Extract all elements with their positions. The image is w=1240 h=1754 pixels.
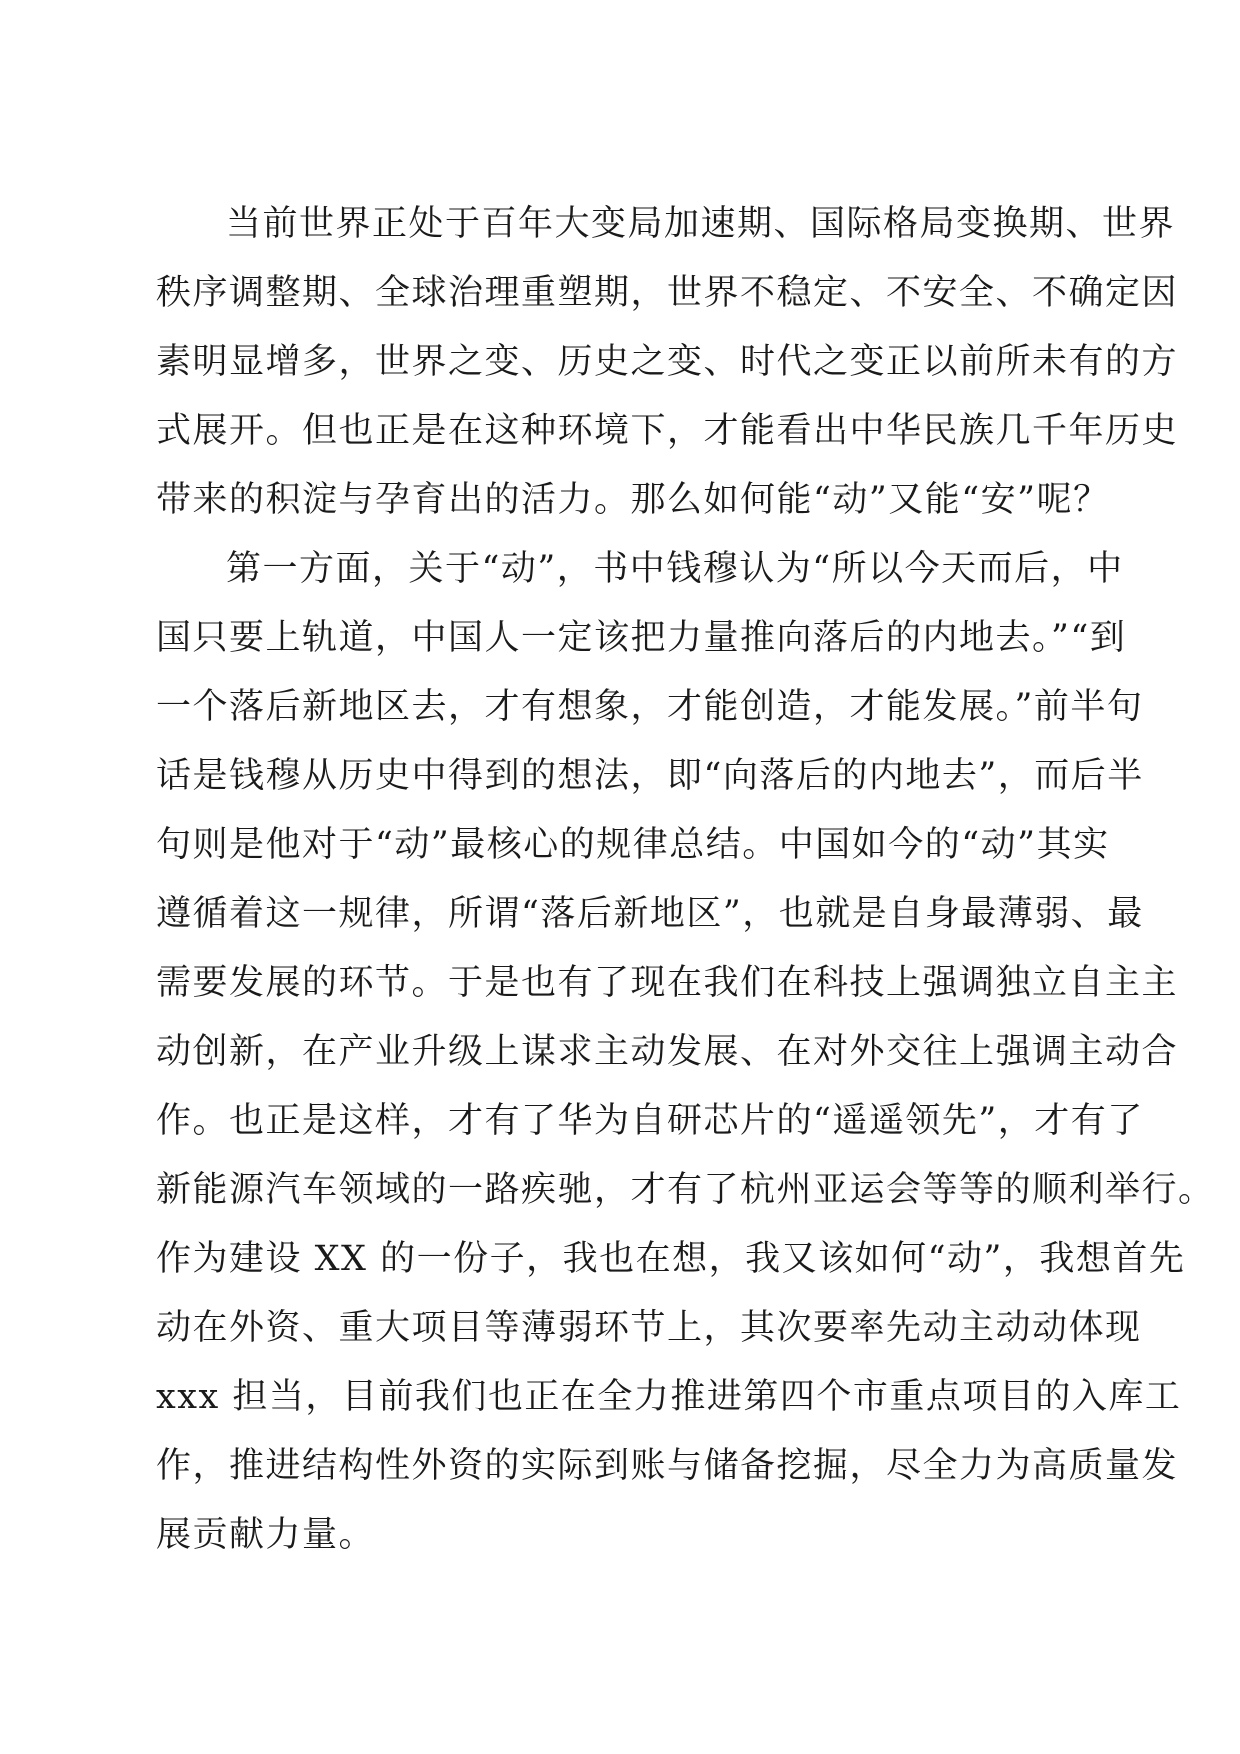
paragraph-2-line-15: 展贡献力量。 [156, 1515, 376, 1555]
paragraph-2-line-4: 话是钱穆从历史中得到的想法，即“向落后的内地去”，而后半 [156, 756, 1144, 796]
paragraph-1-line-5: 带来的积淀与孕育出的活力。那么如何能“动”又能“安”呢？ [156, 480, 1110, 520]
paragraph-2-line-6: 遵循着这一规律，所谓“落后新地区”，也就是自身最薄弱、最 [156, 894, 1144, 934]
document-body [156, 190, 1215, 1570]
paragraph-2-line-12: 动在外资、重大项目等薄弱环节上，其次要率先动主动动体现 [156, 1308, 1142, 1348]
paragraph-2-line-10: 新能源汽车领域的一路疾驰，才有了杭州亚运会等等的顺利举行。 [156, 1170, 1215, 1210]
paragraph-1-line-2: 秩序调整期、全球治理重塑期，世界不稳定、不安全、不确定因 [156, 273, 1179, 313]
paragraph-2-line-11: 作为建设 XX 的一份子，我也在想，我又该如何“动”，我想首先 [156, 1239, 1186, 1279]
paragraph-1-line-1: 当前世界正处于百年大变局加速期、国际格局变换期、世界 [226, 204, 1176, 244]
paragraph-2-line-2: 国只要上轨道，中国人一定该把力量推向落后的内地去。”“到 [156, 618, 1127, 658]
paragraph-2-line-14: 作，推进结构性外资的实际到账与储备挖掘，尽全力为高质量发 [156, 1446, 1179, 1486]
paragraph-1-line-4: 式展开。但也正是在这种环境下，才能看出中华民族几千年历史 [156, 411, 1179, 451]
paragraph-2-line-1: 第一方面，关于“动”，书中钱穆认为“所以今天而后，中 [226, 549, 1124, 589]
paragraph-2-line-7: 需要发展的环节。于是也有了现在我们在科技上强调独立自主主 [156, 963, 1179, 1003]
paragraph-2-line-13: xxx 担当，目前我们也正在全力推进第四个市重点项目的入库工 [156, 1377, 1182, 1417]
paragraph-2-line-5: 句则是他对于“动”最核心的规律总结。中国如今的“动”其实 [156, 825, 1110, 865]
paragraph-2-line-8: 动创新，在产业升级上谋求主动发展、在对外交往上强调主动合 [156, 1032, 1179, 1072]
paragraph-2-line-9: 作。也正是这样，才有了华为自研芯片的“遥遥领先”，才有了 [156, 1101, 1144, 1141]
paragraph-2-line-3: 一个落后新地区去，才有想象，才能创造，才能发展。”前半句 [156, 687, 1144, 727]
paragraph-1-line-3: 素明显增多，世界之变、历史之变、时代之变正以前所未有的方 [156, 342, 1179, 382]
